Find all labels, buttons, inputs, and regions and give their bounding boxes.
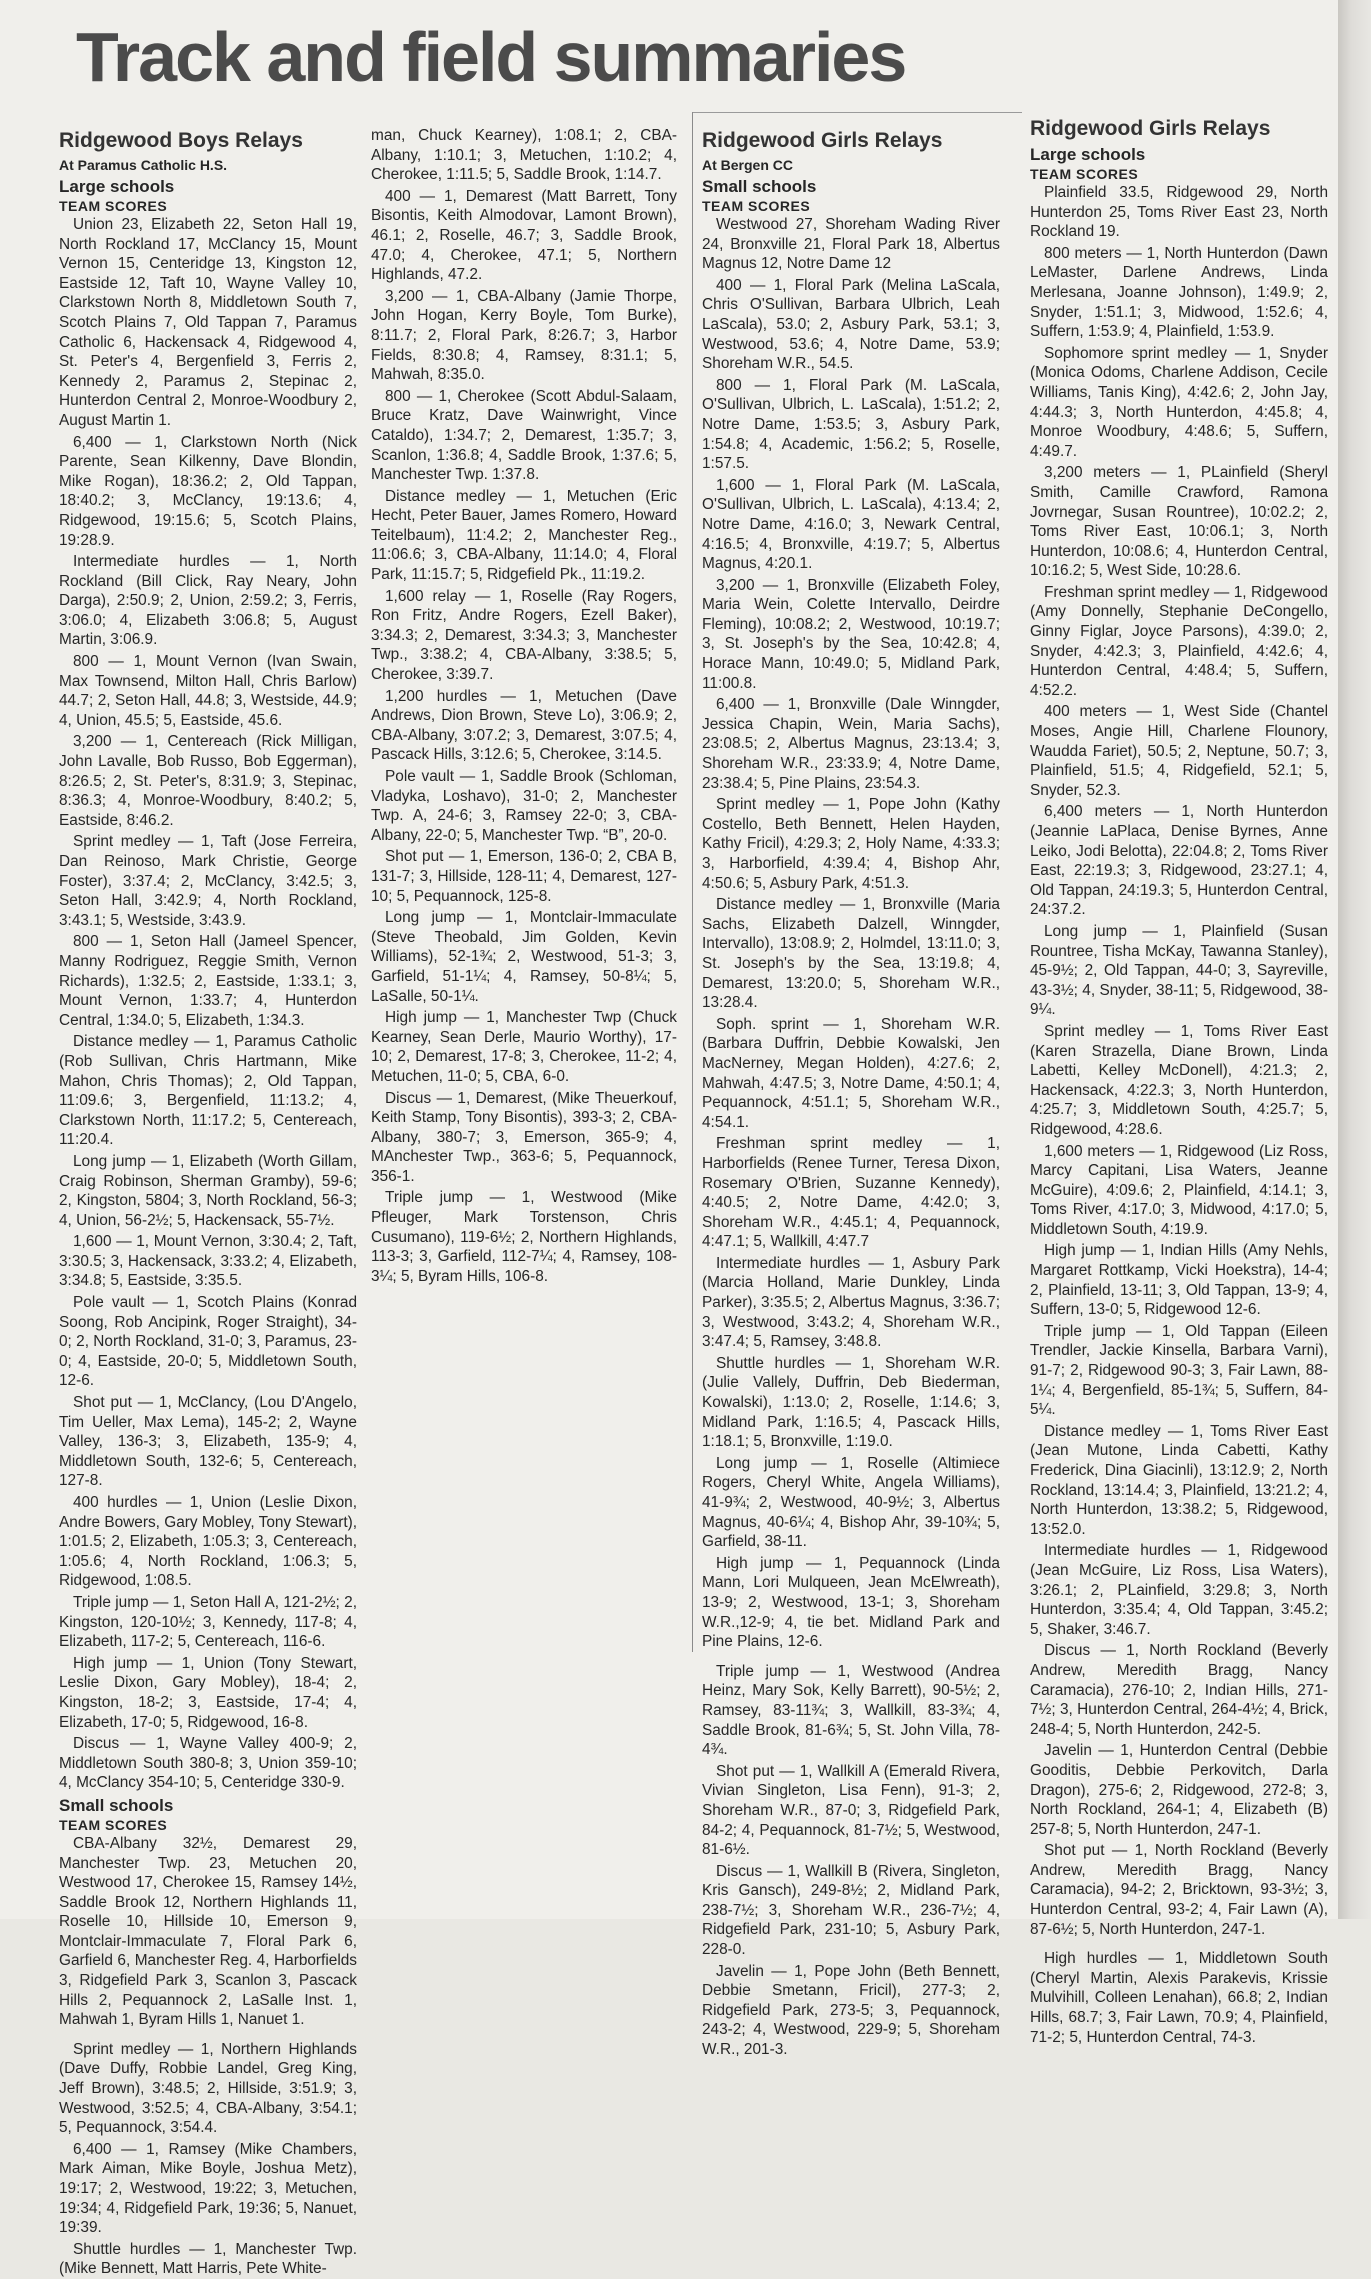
result-paragraph: Intermediate hurdles — 1, Ridgewood (Jean McGuire, Liz Ross, Lisa Waters), 3:26.1; 2, PLainfield, 3:29.8; 3, North Hunterdon, 3:35.4; 4, Old Tappan, 3:45.2; 5, Shaker, 3:46.7. (1030, 1542, 1328, 1638)
result-paragraph: High jump — 1, Pequannock (Linda Mann, Lori Mulqueen, Jean McElwreath), 13-9; 2, Westwood, 13-1; 3, Shoreham W.R.,12-9; 4, tie bet. Midland Park and Pine Plains, 12-6. (702, 1554, 1000, 1651)
result-paragraph: Shot put — 1, Emerson, 136-0; 2, CBA B, 131-7; 3, Hillside, 128-11; 4, Demarest, 127-10; 5, Pequannock, 125-8. (371, 848, 677, 905)
result-paragraph: 1,600 relay — 1, Roselle (Ray Rogers, Ron Fritz, Andre Rogers, Ezell Baker), 3:34.3; 2, Demarest, 3:34.3; 3, Manchester Twp., 3:38.2; 4, CBA-Albany, 3:38.5; 5, Cherokee, 3:39.7. (371, 587, 677, 684)
team-scores-label: TEAM SCORES (702, 198, 811, 214)
team-scores-label: TEAM SCORES (59, 198, 168, 214)
small-schools-heading: Small schools (702, 177, 817, 196)
result-paragraph: Shot put — 1, Wallkill A (Emerald Rivera, Vivian Singleton, Lisa Fenn), 91-3; 2, Shoreham W.R., 87-0; 3, Ridgefield Park, 84-2; 4, Pequannock, 81-7½; 5, Westwood, 81-6½. (702, 1762, 1000, 1859)
result-paragraph: 800 — 1, Cherokee (Scott Abdul-Salaam, Bruce Kratz, Dave Wainwright, Vince Cataldo), 1:34.7; 2, Demarest, 1:35.7; 3, Scanlon, 1:36.8; 4, Saddle Brook, 1:37.6; 5, Manchester Twp. 1:37.8. (371, 387, 677, 484)
result-paragraph: Javelin — 1, Pope John (Beth Bennett, Debbie Smetann, Fricil), 277-3; 2, Ridgefield Park, 273-5; 3, Pequannock, 243-2; 4, Westwood, 229-9; 5, Shoreham W.R., 201-3. (702, 1962, 1000, 2059)
result-paragraph: 6,400 — 1, Clarkstown North (Nick Parente, Sean Kilkenny, Dave Blondin, Mike Rogan), 18:36.2; 2, Old Tappan, 18:40.2; 3, McClancy, 19:13.6; 4, Ridgewood, 19:15.6; 5, Scotch Plains, 19:28.9. (59, 433, 357, 549)
result-paragraph: 800 — 1, Floral Park (M. LaScala, O'Sullivan, Ulbrich, L. LaScala), 1:51.2; 2, Notre Dame, 1:53.5; 3, Asbury Park, 1:54.8; 4, Academic, 1:56.2; 5, Roselle, 1:57.5. (702, 376, 1000, 473)
result-paragraph: Westwood 27, Shoreham Wading River 24, Bronxville 21, Floral Park 18, Albertus Magnus 12, Notre Dame 12 (702, 216, 1000, 273)
result-paragraph: 1,600 — 1, Mount Vernon, 3:30.4; 2, Taft, 3:30.5; 3, Hackensack, 3:33.2; 4, Elizabeth, 3:34.8; 5, Eastside, 3:35.5. (59, 1233, 357, 1290)
result-paragraph: Distance medley — 1, Toms River East (Jean Mutone, Linda Cabetti, Kathy Frederick, Dina Giacinli), 13:12.9; 2, North Rockland, 13:14.4; 3, Plainfield, 13:21.2; 4, North Hunterdon, 13:38.2; 5, Ridgewood, 13:52.0. (1030, 1422, 1328, 1538)
result-paragraph: 3,200 — 1, Bronxville (Elizabeth Foley, Maria Wein, Colette Intervallo, Deirdre Fleming), 10:08.2; 2, Westwood, 10:19.7; 3, St. Joseph's by the Sea, 10:42.8; 4, Horace Mann, 10:49.0; 5, Midland Park, 11:00.8. (702, 576, 1000, 692)
result-paragraph: Distance medley — 1, Paramus Catholic (Rob Sullivan, Chris Hartmann, Mike Mahon, Chris Thomas); 2, Old Tappan, 11:09.6; 3, Bergenfield, 11:13.2; 4, Clarkstown North, 11:17.2; 5, Centereach, 11:20.4. (59, 1033, 357, 1149)
result-paragraph: Freshman sprint medley — 1, Harborfields (Renee Turner, Teresa Dixon, Rosemary O'Brien, Suzanne Kennedy), 4:40.5; 2, Notre Dame, 4:42.0; 3, Shoreham W.R., 4:45.1; 4, Pequannock, 4:47.1; 5, Wallkill, 4:47.7 (702, 1135, 1000, 1251)
headline: Track and field summaries (76, 18, 906, 96)
result-paragraph: 3,200 — 1, CBA-Albany (Jamie Thorpe, John Hogan, Kerry Boyle, Tom Burke), 8:11.7; 2, Floral Park, 8:26.7; 3, Harbor Fields, 8:30.8; 4, Ramsey, 8:31.1; 5, Mahwah, 8:35.0. (371, 287, 677, 384)
result-paragraph: Discus — 1, North Rockland (Beverly Andrew, Meredith Bragg, Nancy Caramacia), 276-10; 2, Indian Hills, 271-7½; 3, Hunterdon Central, 264-4½; 4, Brick, 248-4; 5, North Hunterdon, 242-5. (1030, 1642, 1328, 1738)
section-title-girls-relays: Ridgewood Girls Relays (1030, 117, 1271, 140)
result-paragraph: Triple jump — 1, Seton Hall A, 121-2½; 2, Kingston, 120-10½; 3, Kennedy, 117-8; 4, Elizabeth, 117-2; 5, Centereach, 116-6. (59, 1593, 357, 1651)
result-paragraph: Long jump — 1, Elizabeth (Worth Gillam, Craig Robinson, Sherman Gramby), 59-6; 2, Kingston, 5804; 3, North Rockland, 56-3; 4, Union, 56-2½; 5, Hackensack, 55-7½. (59, 1152, 357, 1229)
page-edge (1338, 0, 1371, 1919)
result-paragraph: Discus — 1, Wallkill B (Rivera, Singleton, Kris Gansch), 249-8½; 2, Midland Park, 238-7½; 3, Shoreham W.R., 236-7½; 4, Ridgefield Park, 231-10; 5, Asbury Park, 228-0. (702, 1862, 1000, 1959)
result-paragraph: Plainfield 33.5, Ridgewood 29, North Hunterdon 25, Toms River East 23, North Rockland 19. (1030, 184, 1328, 241)
team-scores-label: TEAM SCORES (59, 1816, 168, 1833)
result-paragraph: Triple jump — 1, Westwood (Mike Pfleuger, Mark Torstenson, Chris Cusumano), 119-6½; 2, Northern Highlands, 113-3; 3, Garfield, 112-7¼; 4, Ramsey, 108-3¼; 5, Byram Hills, 106-8. (371, 1189, 677, 1285)
result-paragraph: Union 23, Elizabeth 22, Seton Hall 19, North Rockland 17, McClancy 15, Mount Vernon 15, Centeridge 13, Kingston 12, Eastside 12, Taft 10, Wayne Valley 10, Clarkstown North 8, Middletown South 7, Scotch Plains 7, Old Tappan 7, Paramus Catholic 6, Hackensack 4, Ridgewood 4, St. Peter's 4, Bergenfield 3, Ferris 2, Kennedy 2, Paramus 2, Stepinac 2, Hunterdon Central 2, Monroe-Woodbury 2, August Martin 1. (59, 216, 357, 429)
meet-location: At Paramus Catholic H.S. (59, 157, 228, 173)
section-title-girls-relays: Ridgewood Girls Relays (702, 129, 943, 152)
column-boys-relays (59, 128, 357, 2278)
result-paragraph: Long jump — 1, Roselle (Altimiece Rogers, Cheryl White, Angela Williams), 41-9¾; 2, Westwood, 40-9½; 3, Albertus Magnus, 40-6¼; 4, Bishop Ahr, 39-10¾; 5, Garfield, 38-11. (702, 1454, 1000, 1551)
large-schools-heading: Large schools (59, 177, 175, 196)
result-paragraph: Javelin — 1, Hunterdon Central (Debbie Gooditis, Debbie Perkovitch, Darla Dragon), 275-6; 2, Ridgewood, 272-8; 3, North Rockland, 264-1; 4, Elizabeth (B) 257-8; 5, North Hunterdon, 247-1. (1030, 1742, 1328, 1838)
result-paragraph: Shot put — 1, McClancy, (Lou D'Angelo, Tim Ueller, Max Lema), 145-2; 2, Wayne Valley, 136-3; 3, Elizabeth, 135-9; 4, Middletown South, 132-6; 5, Centereach, 127-8. (59, 1394, 357, 1490)
result-paragraph: Discus — 1, Demarest, (Mike Theuerkouf, Keith Stamp, Tony Bisontis), 393-3; 2, CBA-Albany, 380-7; 3, Emerson, 365-9; 4, MAnchester Twp., 363-6; 5, Pequannock, 356-1. (371, 1089, 677, 1185)
result-paragraph: High jump — 1, Manchester Twp (Chuck Kearney, Sean Derle, Maurio Worthy), 17-10; 2, Demarest, 17-8; 3, Cherokee, 11-2; 4, Metuchen, 11-0; 5, CBA, 6-0. (371, 1009, 677, 1085)
result-paragraph: 1,200 hurdles — 1, Metuchen (Dave Andrews, Dion Brown, Steve Lo), 3:06.9; 2, CBA-Albany, 3:07.2; 3, Demarest, 3:07.5; 4, Pascack Hills, 3:12.6; 5, Cherokee, 3:14.5. (371, 687, 677, 764)
result-paragraph: Sprint medley — 1, Toms River East (Karen Strazella, Diane Brown, Linda Labetti, Kelley McDonell), 4:21.3; 2, Hackensack, 4:22.3; 3, North Hunterdon, 4:25.7; 3, Middletown South, 4:25.7; 5, Ridgewood, 4:28.6. (1030, 1022, 1328, 1138)
result-paragraph: 800 — 1, Seton Hall (Jameel Spencer, Manny Rodriguez, Reggie Smith, Vernon Richards), 1:32.5; 2, Eastside, 1:33.1; 3, Mount Vernon, 1:33.7; 4, Hunterdon Central, 1:34.0; 5, Elizabeth, 1:34.3. (59, 933, 357, 1029)
column-boys-relays-continued (371, 126, 677, 1426)
result-paragraph: Triple jump — 1, Westwood (Andrea Heinz, Mary Sok, Kelly Barrett), 90-5½; 2, Ramsey, 83-11¾; 3, Wallkill, 83-3¾; 4, Saddle Brook, 81-6¾; 5, St. John Villa, 78-4¾. (702, 1662, 1000, 1759)
result-paragraph: Long jump — 1, Montclair-Immaculate (Steve Theobald, Jim Golden, Kevin Williams), 52-1¾; 2, Westwood, 51-3; 3, Garfield, 51-1¼; 4, Ramsey, 50-8¼; 5, LaSalle, 50-1¼. (371, 909, 677, 1005)
result-paragraph: 6,400 — 1, Bronxville (Dale Winngder, Jessica Chapin, Wein, Maria Sachs), 23:08.5; 2, Albertus Magnus, 23:13.4; 3, Shoreham W.R., 23:33.9; 4, Notre Dame, 23:38.4; 5, Pine Plains, 23:54.3. (702, 696, 1000, 792)
result-paragraph: 800 meters — 1, North Hunterdon (Dawn LeMaster, Darlene Andrews, Linda Merlesana, Joanne Johnson), 1:49.9; 2, Snyder, 1:51.1; 3, Midwood, 1:52.6; 4, Suffern, 1:53.9; 4, Plainfield, 1:53.9. (1030, 244, 1328, 341)
result-paragraph: High hurdles — 1, Middletown South (Cheryl Martin, Alexis Parakevis, Krissie Mulvihill, Colleen Lenahan), 66.8; 2, Indian Hills, 68.7; 3, Fair Lawn, 70.9; 4, Plainfield, 71-2; 5, Hunterdon Central, 74-3. (1030, 1950, 1328, 2046)
result-paragraph: 1,600 — 1, Floral Park (M. LaScala, O'Sullivan, Ulbrich, L. LaScala), 4:13.4; 2, Notre Dame, 4:16.0; 3, Newark Central, 4:16.5; 4, Bronxville, 4:19.7; 5, Albertus Magnus, 4:20.1. (702, 476, 1000, 573)
result-paragraph: 800 — 1, Mount Vernon (Ivan Swain, Max Townsend, Milton Hall, Chris Barlow) 44.7; 2, Seton Hall, 44.8; 3, Westside, 44.9; 4, Union, 45.5; 5, Eastside, 45.6. (59, 653, 357, 729)
column-girls-relays-small (702, 128, 1000, 2059)
result-paragraph: 400 hurdles — 1, Union (Leslie Dixon, Andre Bowers, Gary Mobley, Tony Stewart), 1:01.5; 2, Elizabeth, 1:05.3; 3, Centereach, 1:05.6; 4, North Rockland, 1:06.3; 5, Ridgewood, 1:08.5. (59, 1494, 357, 1590)
result-paragraph: High jump — 1, Union (Tony Stewart, Leslie Dixon, Gary Mobley), 18-4; 2, Kingston, 18-2; 3, Eastside, 17-4; 4, Elizabeth, 17-0; 5, Ridgewood, 16-8. (59, 1654, 357, 1731)
result-paragraph: 400 meters — 1, West Side (Chantel Moses, Angie Hill, Charlene Flounory, Waudda Fariet), 50.5; 2, Neptune, 50.7; 3, Plainfield, 51.5; 4, Ridgefield, 52.1; 5, Snyder, 52.3. (1030, 703, 1328, 799)
result-paragraph: Sprint medley — 1, Northern Highlands (Dave Duffy, Robbie Landel, Greg King, Jeff Brown), 3:48.5; 2, Hillside, 3:51.9; 3, Westwood, 3:52.5; 4, CBA-Albany, 3:54.1; 5, Pequannock, 3:54.4. (59, 2040, 357, 2137)
result-paragraph: Long jump — 1, Plainfield (Susan Rountree, Tisha McKay, Tawanna Stanley), 45-9½; 2, Old Tappan, 44-0; 3, Sayreville, 43-3½; 4, Snyder, 38-11; 5, Ridgewood, 38-9¼. (1030, 922, 1328, 1019)
meet-location: At Bergen CC (702, 157, 794, 173)
team-scores-label: TEAM SCORES (1030, 166, 1139, 182)
result-paragraph: 6,400 — 1, Ramsey (Mike Chambers, Mark Aiman, Mike Boyle, Joshua Metz), 19:17; 2, Westwood, 19:22; 3, Metuchen, 19:34; 4, Ridgefield Park, 19:36; 5, Nanuet, 19:39. (59, 2140, 357, 2237)
result-paragraph: Shuttle hurdles — 1, Manchester Twp. (Mike Bennett, Matt Harris, Pete White- (59, 2240, 357, 2278)
result-paragraph: 3,200 — 1, Centereach (Rick Milligan, John Lavalle, Bob Russo, Bob Eggerman), 8:26.5; 2, St. Peter's, 8:31.9; 3, Stepinac, 8:36.3; 4, Monroe-Woodbury, 8:40.2; 5, Eastside, 8:46.2. (59, 733, 357, 829)
section-title-boys-relays: Ridgewood Boys Relays (59, 129, 303, 152)
result-paragraph: 1,600 meters — 1, Ridgewood (Liz Ross, Marcy Capitani, Lisa Waters, Jeanne McGuire), 4:09.6; 2, Plainfield, 4:14.1; 3, Toms River, 4:17.0; 3, Midwood, 4:17.0; 5, Middletown South, 4:19.9. (1030, 1142, 1328, 1238)
result-paragraph: 6,400 meters — 1, North Hunterdon (Jeannie LaPlaca, Denise Byrnes, Anne Leiko, Jodi Belotta), 22:04.8; 2, Toms River East, 22:19.3; 3, Ridgewood, 23:27.1; 4, Old Tappan, 24:19.3; 5, Hunterdon Central, 24:37.2. (1030, 803, 1328, 919)
small-schools-heading: Small schools (59, 1795, 174, 1815)
result-paragraph: Intermediate hurdles — 1, Asbury Park (Marcia Holland, Marie Dunkley, Linda Parker), 3:35.5; 2, Albertus Magnus, 3:36.7; 3, Westwood, 3:43.2; 4, Shoreham W.R., 3:47.4; 5, Ramsey, 3:48.8. (702, 1254, 1000, 1351)
result-paragraph: Pole vault — 1, Saddle Brook (Schloman, Vladyka, Loshavo), 31-0; 2, Manchester Twp. A, 24-6; 3, Ramsey 22-0; 3, CBA-Albany, 22-0; 5, Manchester Twp. “B”, 20-0. (371, 768, 677, 844)
result-paragraph: Sophomore sprint medley — 1, Snyder (Monica Odoms, Charlene Addison, Cecile Williams, Tanis King), 4:42.6; 2, John Jay, 4:44.3; 3, North Hunterdon, 4:45.8; 4, Monroe Woodbury, 4:48.6; 5, Suffern, 4:49.7. (1030, 344, 1328, 460)
result-paragraph: Shot put — 1, North Rockland (Beverly Andrew, Meredith Bragg, Nancy Caramacia), 94-2; 2, Bricktown, 93-3½; 3, Hunterdon Central, 93-2; 4, Fair Lawn (A), 87-6½; 5, North Hunterdon, 247-1. (1030, 1842, 1328, 1938)
large-schools-heading: Large schools (1030, 145, 1146, 164)
result-paragraph: Sprint medley — 1, Taft (Jose Ferreira, Dan Reinoso, Mark Christie, George Foster), 3:37.4; 2, McClancy, 3:42.5; 3, Seton Hall, 3:42.9; 4, North Rockland, 3:43.1; 5, Westside, 3:43.9. (59, 833, 357, 929)
result-paragraph: Sprint medley — 1, Pope John (Kathy Costello, Beth Bennett, Helen Hayden, Kathy Fricil), 4:29.3; 2, Holy Name, 4:33.3; 3, Harborfield, 4:39.4; 4, Bishop Ahr, 4:50.6; 5, Asbury Park, 4:51.3. (702, 796, 1000, 892)
result-paragraph: CBA-Albany 32½, Demarest 29, Manchester Twp. 23, Metuchen 20, Westwood 17, Cherokee 15, Ramsey 14½, Saddle Brook 12, Northern Highlands 11, Roselle 10, Hillside 10, Emerson 9, Montclair-Immaculate 7, Floral Park 6, Garfield 6, Manchester Reg. 4, Harborfields 3, Ridgefield Park 3, Scanlon 3, Pascack Hills 2, Pequannock 2, LaSalle Inst. 1, Mahwah 1, Byram Hills 1, Nanuet 1. (59, 1834, 357, 2029)
result-paragraph: 3,200 meters — 1, PLainfield (Sheryl Smith, Camille Crawford, Ramona Jovrnegar, Susan Rountree), 10:02.2; 2, Toms River East, 10:06.1; 3, North Hunterdon, 10:08.6; 4, Hunterdon Central, 10:16.2; 5, West Side, 10:28.6. (1030, 464, 1328, 580)
result-paragraph: man, Chuck Kearney), 1:08.1; 2, CBA-Albany, 1:10.1; 3, Metuchen, 1:10.2; 4, Cherokee, 1:11.5; 5, Saddle Brook, 1:14.7. (371, 127, 677, 184)
result-paragraph: Shuttle hurdles — 1, Shoreham W.R. (Julie Vallely, Duffrin, Deb Biederman, Kowalski), 1:13.0; 2, Roselle, 1:14.6; 3, Midland Park, 1:16.5; 4, Pascack Hills, 1:18.1; 5, Bronxville, 1:19.0. (702, 1354, 1000, 1451)
result-paragraph: Discus — 1, Wayne Valley 400-9; 2, Middletown South 380-8; 3, Union 359-10; 4, McClancy 354-10; 5, Centeridge 330-9. (59, 1735, 357, 1792)
result-paragraph: 400 — 1, Floral Park (Melina LaScala, Chris O'Sullivan, Barbara Ulbrich, Leah LaScala), 53.0; 2, Asbury Park, 53.1; 3, Westwood, 53.6; 4, Notre Dame, 53.9; Shoreham W.R., 54.5. (702, 276, 1000, 373)
result-paragraph: Triple jump — 1, Old Tappan (Eileen Trendler, Jackie Kinsella, Barbara Varni), 91-7; 2, Ridgewood 90-3; 3, Fair Lawn, 88-1¼; 4, Bergenfield, 85-1¾; 5, Suffern, 84-5¼. (1030, 1322, 1328, 1419)
column-girls-relays-large (1030, 116, 1328, 2046)
result-paragraph: 400 — 1, Demarest (Matt Barrett, Tony Bisontis, Keith Almodovar, Lamont Brown), 46.1; 2, Roselle, 46.7; 3, Saddle Brook, 47.0; 4, Cherokee, 47.1; 5, Northern Highlands, 47.2. (371, 187, 677, 284)
result-paragraph: Distance medley — 1, Bronxville (Maria Sachs, Elizabeth Dalzell, Winngder, Intervallo), 13:08.9; 2, Holmdel, 13:11.0; 3, St. Joseph's by the Sea, 13:19.8; 4, Demarest, 13:20.0; 5, Shoreham W.R., 13:28.4. (702, 896, 1000, 1012)
result-paragraph: Pole vault — 1, Scotch Plains (Konrad Soong, Rob Ancipink, Roger Straight), 34-0; 2, North Rockland, 31-0; 3, Paramus, 23-0; 4, Eastside, 20-0; 5, Middletown South, 12-6. (59, 1294, 357, 1390)
column-rule (692, 112, 693, 1652)
result-paragraph: High jump — 1, Indian Hills (Amy Nehls, Margaret Rottkamp, Vicki Hoekstra), 14-4; 2, Plainfield, 13-11; 3, Old Tappan, 13-9; 4, Suffern, 13-0; 5, Ridgewood 12-6. (1030, 1242, 1328, 1319)
result-paragraph: Soph. sprint — 1, Shoreham W.R. (Barbara Duffrin, Debbie Kowalski, Jen MacNerney, Megan Holden), 4:27.6; 2, Mahwah, 4:47.5; 3, Notre Dame, 4:50.1; 4, Pequannock, 4:51.1; 5, Shoreham W.R., 4:54.1. (702, 1015, 1000, 1131)
column-rule-top (692, 112, 1022, 113)
result-paragraph: Freshman sprint medley — 1, Ridgewood (Amy Donnelly, Stephanie DeCongello, Ginny Figlar, Joyce Parsons), 4:39.0; 2, Snyder, 4:42.3; 3, Plainfield, 4:42.6; 4, Hunterdon Central, 4:48.4; 5, Suffern, 4:52.2. (1030, 583, 1328, 699)
result-paragraph: Distance medley — 1, Metuchen (Eric Hecht, Peter Bauer, James Romero, Howard Teitelbaum), 11:4.2; 2, Manchester Reg., 11:06.6; 3, CBA-Albany, 11:14.0; 4, Floral Park, 11:15.7; 5, Ridgefield Pk., 11:19.2. (371, 487, 677, 584)
result-paragraph: Intermediate hurdles — 1, North Rockland (Bill Click, Ray Neary, John Darga), 2:50.9; 2, Union, 2:59.2; 3, Ferris, 3:06.0; 4, Elizabeth 3:06.8; 5, August Martin, 3:06.9. (59, 553, 357, 649)
